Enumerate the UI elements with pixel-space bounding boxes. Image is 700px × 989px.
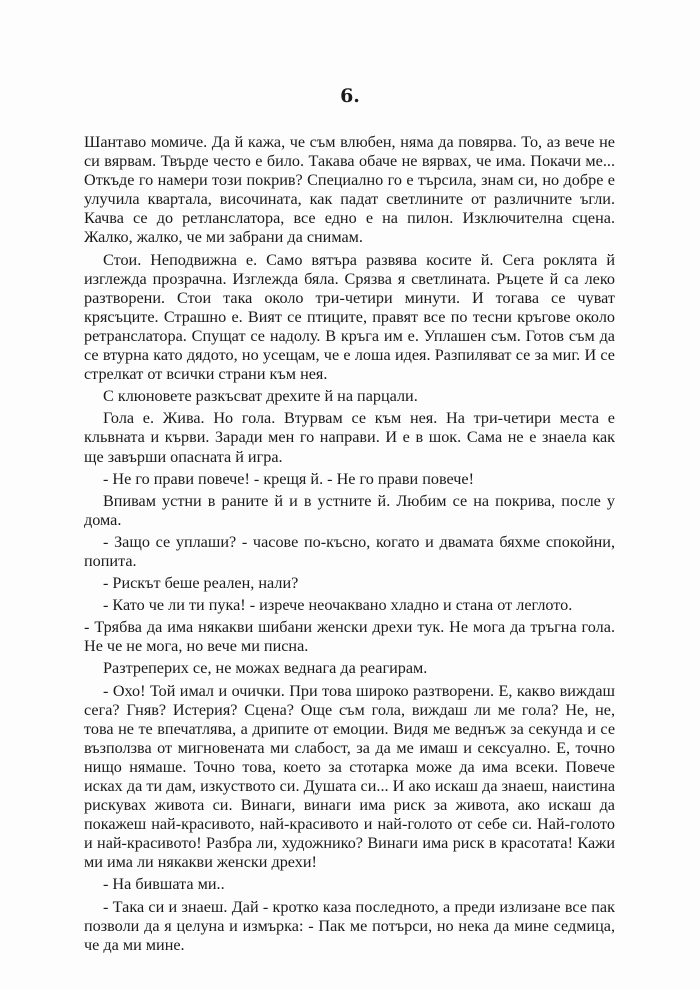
paragraph: - Рискът беше реален, нали? <box>103 574 299 593</box>
paragraph: - На бившата ми.. <box>103 875 225 894</box>
chapter-number: 6. <box>340 85 360 107</box>
paragraph: Гола е. Жива. Но гола. Втурвам се към нея. На три-четири места е кльвната и кърви. Заради мен го направи. И е в шок. Сама не е знаела как ще завърши опасната й игра. <box>84 409 615 466</box>
paragraph: Впивам устни в раните й и в устните й. Любим се на покрива, после у дома. <box>84 491 615 529</box>
paragraph: - Защо се уплаши? - часове по-късно, когато и двамата бяхме спокойни, попита. <box>84 532 615 570</box>
paragraph: - Така си и знаеш. Дай - кротко каза последното, а преди излизане все пак позволи да я целуна и измърка: - Пак ме потърси, но нека да мине седмица, че да ми мине. <box>84 897 615 954</box>
paragraph: Шантаво момиче. Да й кажа, че съм влюбен, няма да повярва. То, аз вече не си вярвам. Твърде често е било. Такава обаче не вярвах, че има. Покачи ме... Откъде го намери този покрив? Специално го е търсила, знам си, но добре е улучила квартала, височината, как падат светлините от различните ъгли. Качва се до ретланслатора, все едно е на пилон. Изключителна сцена. Жалко, жалко, че ми забрани да снимам. <box>84 133 615 247</box>
paragraph: - Охо! Той имал и очички. При това широко разтворени. Е, какво виждаш сега? Гняв? Истерия? Сцена? Още съм гола, виждаш ли ме гола? Не, не, това не те впечатлява, а дрипите от емоции. Видя ме веднъж за секунда и се възползва от мигновената ми слабост, за да ме имаш и сексуално. Е, точно нищо нямаше. Точно това, което за стотарка може да има всеки. Повече исках да ти дам, изкуството си. Душата си... И ако искаш да знаеш, наистина рискувах живота си. Винаги, винаги има риск за живота, ако искаш да покажеш най-красивото, най-красивото и най-голото от себе си. Най-голото и най-красивото! Разбра ли, художнико? Винаги има риск в красотата! Кажи ми има ли някакви женски дрехи! <box>84 681 615 872</box>
paragraph: С клюновете разкъсват дрехите й на парцали. <box>103 387 418 406</box>
paragraph: Разтреперих се, не можах веднага да реагирам. <box>103 659 428 678</box>
paragraph: - Трябва да има някакви шибани женски дрехи тук. Не мога да тръгна гола. Не че не мога, но вече ми писна. <box>84 618 615 656</box>
paragraph: - Не го прави повече! - крещя й. - Не го прави повече! <box>103 469 475 488</box>
paragraph: Стои. Неподвижна е. Само вятъра развява косите й. Сега роклята й изглежда прозрачна. Изглежда бяла. Срязва я светлината. Ръцете й са леко разтворени. Стои така около три-четири минути. И тогава се чуват крясъците. Страшно е. Вият се птиците, правят все по тесни кръгове около ретранслатора. Спущат се надолу. В кръга им е. Уплашен съм. Готов съм да се втурна като дядото, но усещам, че е лоша идея. Разпиляват се за миг. И се стрелкат от всички страни към нея. <box>84 250 615 384</box>
chapter-body <box>84 133 615 958</box>
paragraph: - Като че ли ти пука! - изрече неочаквано хладно и стана от леглото. <box>103 596 573 615</box>
